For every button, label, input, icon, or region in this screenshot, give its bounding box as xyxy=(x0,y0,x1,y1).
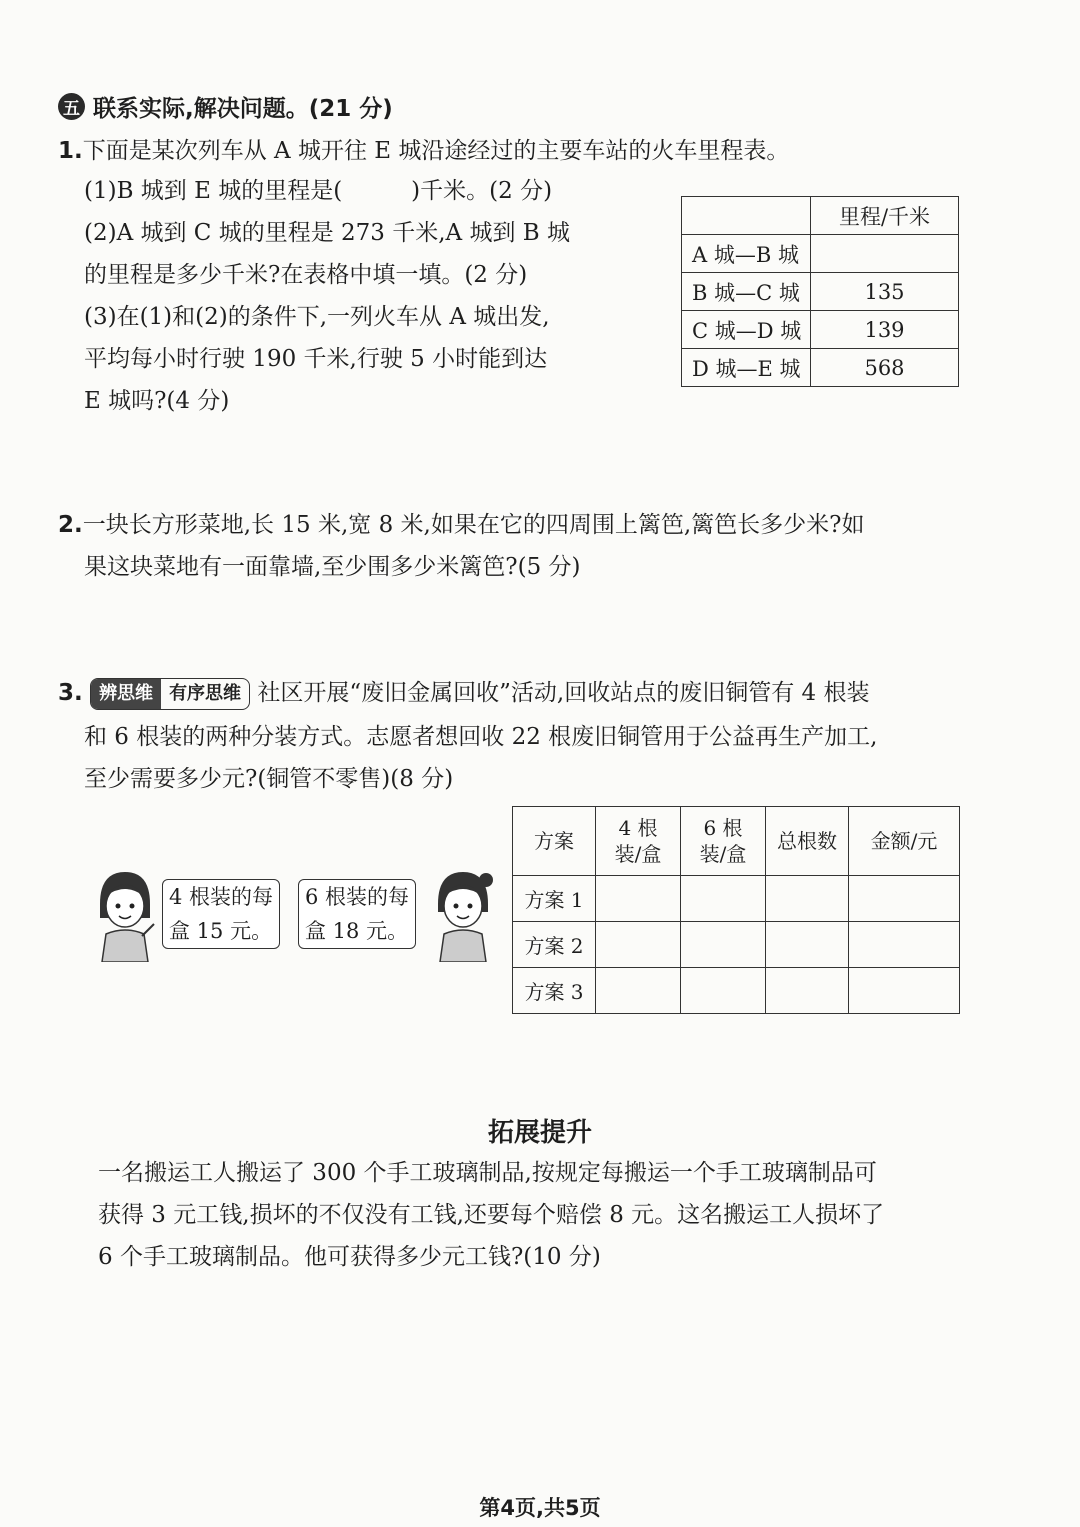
mileage-table xyxy=(681,196,959,387)
q2-number: 2. xyxy=(58,512,83,538)
answer-cell[interactable] xyxy=(596,968,681,1014)
q1-line: 平均每小时行驶 190 千米,行驶 5 小时能到达 xyxy=(84,346,548,372)
plan-label-cell: 方案 1 xyxy=(513,876,596,922)
table-header-cell: 金额/元 xyxy=(849,807,960,876)
q1-line: (1)B 城到 E 城的里程是( )千米。(2 分) xyxy=(84,178,553,204)
table-header-cell: 总根数 xyxy=(766,807,849,876)
bubble-line: 盒 15 元。 xyxy=(169,919,273,943)
q3-text: 社区开展“废旧金属回收”活动,回收站点的废旧铜管有 4 根装 xyxy=(257,680,870,706)
section-title: 联系实际,解决问题。(21 分) xyxy=(93,96,393,122)
answer-cell[interactable] xyxy=(596,876,681,922)
table-header-cell: 6 根 装/盒 xyxy=(681,807,766,876)
q3-line: 至少需要多少元?(铜管不零售)(8 分) xyxy=(84,766,454,792)
table-row xyxy=(682,235,959,273)
answer-cell[interactable] xyxy=(766,876,849,922)
route-cell: A 城—B 城 xyxy=(682,235,811,273)
plan-label-cell: 方案 2 xyxy=(513,922,596,968)
answer-cell[interactable] xyxy=(766,922,849,968)
answer-cell[interactable] xyxy=(681,922,766,968)
extension-line: 获得 3 元工钱,损坏的不仅没有工钱,还要每个赔偿 8 元。这名搬运工人损坏了 xyxy=(98,1202,885,1228)
table-row xyxy=(682,273,959,311)
route-cell: B 城—C 城 xyxy=(682,273,811,311)
q2-text: 一块长方形菜地,长 15 米,宽 8 米,如果在它的四周围上篱笆,篱笆长多少米?如 xyxy=(82,512,865,538)
q1-number: 1. xyxy=(58,138,83,164)
price-bubble-6-pack xyxy=(298,879,416,949)
tag-dark: 辨思维 xyxy=(91,679,161,709)
section-heading xyxy=(58,90,393,123)
table-header-cell: 4 根 装/盒 xyxy=(596,807,681,876)
q1-line: (3)在(1)和(2)的条件下,一列火车从 A 城出发, xyxy=(84,304,550,330)
q2-line xyxy=(58,510,864,540)
answer-cell[interactable] xyxy=(596,922,681,968)
table-header-row xyxy=(682,197,959,235)
bubble-line: 4 根装的每 xyxy=(169,885,274,909)
answer-cell[interactable] xyxy=(849,922,960,968)
answer-cell[interactable] xyxy=(681,876,766,922)
q1-intro: 下面是某次列车从 A 城开往 E 城沿途经过的主要车站的火车里程表。 xyxy=(82,138,790,164)
q2-line: 果这块菜地有一面靠墙,至少围多少米篱笆?(5 分) xyxy=(84,554,581,580)
table-row xyxy=(513,876,960,922)
price-bubble-4-pack xyxy=(162,879,280,949)
bubble-line: 6 根装的每 xyxy=(305,885,410,909)
page-footer: 第4页,共5页 xyxy=(479,1496,601,1520)
mileage-cell: 568 xyxy=(811,349,959,387)
extension-line: 6 个手工玻璃制品。他可获得多少元工钱?(10 分) xyxy=(98,1244,601,1270)
answer-cell[interactable] xyxy=(849,968,960,1014)
table-header-cell: 方案 xyxy=(513,807,596,876)
answer-cell[interactable] xyxy=(766,968,849,1014)
mileage-answer-cell[interactable] xyxy=(811,235,959,273)
mileage-cell: 135 xyxy=(811,273,959,311)
girl-right-illustration xyxy=(430,866,496,962)
route-cell: D 城—E 城 xyxy=(682,349,811,387)
table-row xyxy=(513,922,960,968)
plan-table xyxy=(512,806,960,1014)
extension-title: 拓展提升 xyxy=(487,1118,592,1148)
section-number-badge: 五 xyxy=(58,93,85,120)
q3-line xyxy=(58,678,869,710)
table-header-row xyxy=(513,807,960,876)
tag-light: 有序思维 xyxy=(169,683,242,704)
girl-left-illustration xyxy=(92,866,158,962)
q1-line: E 城吗?(4 分) xyxy=(84,388,230,414)
q3-line: 和 6 根装的两种分装方式。志愿者想回收 22 根废旧铜管用于公益再生产加工, xyxy=(84,724,878,750)
q1-line: 的里程是多少千米?在表格中填一填。(2 分) xyxy=(84,262,528,288)
extension-line: 一名搬运工人搬运了 300 个手工玻璃制品,按规定每搬运一个手工玻璃制品可 xyxy=(98,1160,877,1186)
table-header-cell: 里程/千米 xyxy=(811,197,959,235)
q3-number: 3. xyxy=(58,680,83,706)
q1-intro-line xyxy=(58,136,789,166)
q1-line: (2)A 城到 C 城的里程是 273 千米,A 城到 B 城 xyxy=(84,220,570,246)
mileage-cell: 139 xyxy=(811,311,959,349)
plan-label-cell: 方案 3 xyxy=(513,968,596,1014)
route-cell: C 城—D 城 xyxy=(682,311,811,349)
table-row xyxy=(682,311,959,349)
answer-cell[interactable] xyxy=(681,968,766,1014)
answer-cell[interactable] xyxy=(849,876,960,922)
table-header-cell xyxy=(682,197,811,235)
thinking-tag xyxy=(90,678,250,710)
bubble-line: 盒 18 元。 xyxy=(305,919,409,943)
table-row xyxy=(682,349,959,387)
table-row xyxy=(513,968,960,1014)
